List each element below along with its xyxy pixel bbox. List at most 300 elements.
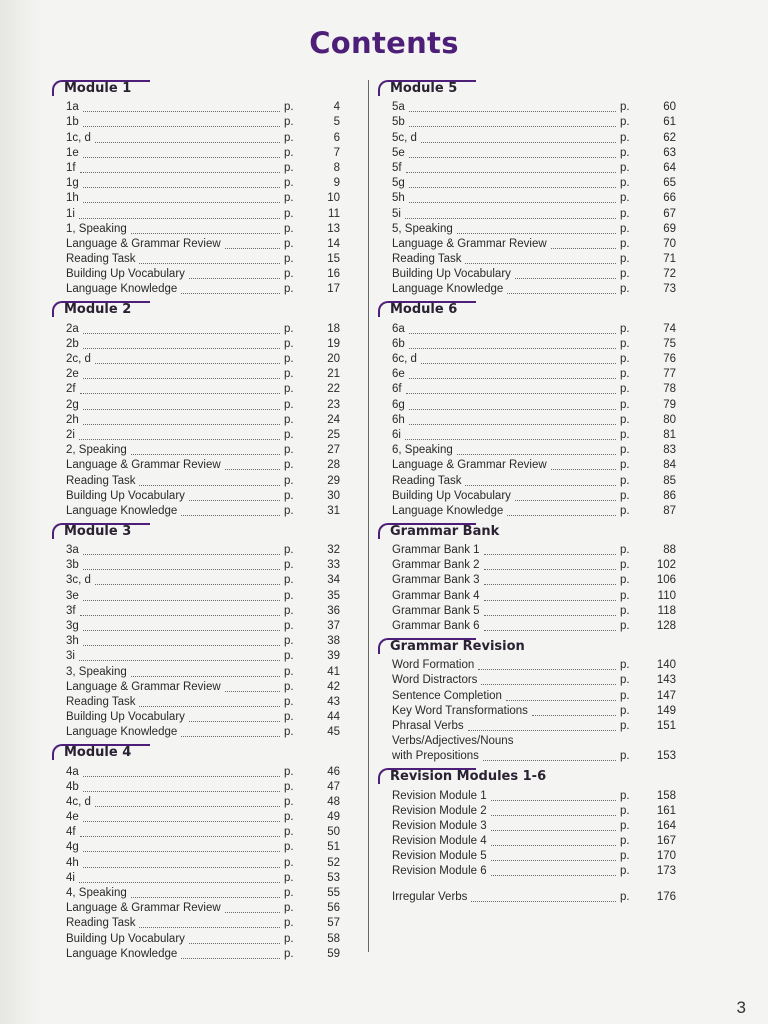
entry-page-number: 22 bbox=[327, 383, 340, 396]
toc-entry[interactable] bbox=[376, 337, 676, 352]
toc-entry[interactable] bbox=[50, 489, 340, 504]
toc-entry[interactable] bbox=[376, 504, 676, 519]
entry-label: Language & Grammar Review bbox=[66, 237, 221, 250]
dot-leader bbox=[83, 553, 280, 555]
section-title: Module 1 bbox=[64, 81, 132, 96]
toc-entry[interactable] bbox=[376, 130, 676, 145]
page-prefix: p. bbox=[620, 890, 630, 903]
entry-page-number: 63 bbox=[663, 146, 676, 159]
page-prefix: p. bbox=[620, 689, 630, 702]
page-prefix: p. bbox=[620, 704, 630, 717]
entry-label: Word Formation bbox=[392, 659, 475, 672]
toc-entry[interactable] bbox=[376, 804, 676, 819]
page-prefix: p. bbox=[284, 680, 294, 693]
toc-entry[interactable] bbox=[376, 267, 676, 282]
toc-entry[interactable] bbox=[50, 367, 340, 382]
entry-page-number: 47 bbox=[327, 780, 340, 793]
toc-section bbox=[376, 521, 676, 634]
toc-entry[interactable] bbox=[50, 115, 340, 130]
dot-leader bbox=[181, 292, 280, 294]
toc-entry[interactable] bbox=[376, 206, 676, 221]
entry-label: Reading Task bbox=[392, 253, 462, 266]
page-prefix: p. bbox=[284, 795, 294, 808]
page-prefix: p. bbox=[284, 780, 294, 793]
entry-label: Grammar Bank 3 bbox=[392, 574, 480, 587]
page-prefix: p. bbox=[620, 559, 630, 572]
entry-page-number: 56 bbox=[327, 902, 340, 915]
toc-entry[interactable] bbox=[50, 634, 340, 649]
toc-entry[interactable] bbox=[50, 161, 340, 176]
toc-entry[interactable] bbox=[376, 237, 676, 252]
dot-leader bbox=[80, 614, 280, 616]
toc-entry[interactable] bbox=[50, 680, 340, 695]
toc-entry[interactable] bbox=[376, 252, 676, 267]
entry-label: 2h bbox=[66, 413, 79, 426]
entry-label: Word Distractors bbox=[392, 674, 478, 687]
dot-leader bbox=[551, 247, 616, 249]
entry-page-number: 153 bbox=[656, 750, 676, 763]
entry-label: 1h bbox=[66, 192, 79, 205]
entry-label: 3g bbox=[66, 620, 79, 632]
toc-entry[interactable] bbox=[50, 321, 340, 336]
page-prefix: p. bbox=[620, 850, 630, 863]
dot-leader bbox=[515, 277, 616, 279]
entry-page-number: 87 bbox=[663, 504, 676, 517]
entry-page-number: 20 bbox=[327, 353, 340, 365]
page-prefix: p. bbox=[620, 177, 630, 190]
section-title: Grammar Revision bbox=[390, 639, 525, 654]
toc-entry[interactable] bbox=[376, 849, 676, 864]
toc-entry[interactable] bbox=[50, 382, 340, 397]
page-prefix: p. bbox=[284, 283, 294, 296]
entry-label: Verbs/Adjectives/Nouns bbox=[392, 735, 514, 748]
page-prefix: p. bbox=[620, 574, 630, 587]
dot-leader bbox=[483, 759, 616, 761]
page-prefix: p. bbox=[620, 789, 630, 802]
entry-label: 1c, d bbox=[66, 131, 91, 144]
entry-page-number: 149 bbox=[656, 704, 676, 717]
toc-entry[interactable] bbox=[50, 855, 340, 870]
section-title: Module 4 bbox=[64, 745, 132, 761]
entry-page-number: 65 bbox=[663, 177, 676, 190]
dot-leader bbox=[409, 125, 616, 127]
page-prefix: p. bbox=[284, 353, 294, 365]
entry-page-number: 37 bbox=[327, 620, 340, 632]
page-prefix: p. bbox=[284, 504, 294, 517]
section-heading bbox=[50, 78, 340, 100]
dot-leader bbox=[139, 484, 280, 486]
toc-entry[interactable] bbox=[50, 443, 340, 458]
toc-entry[interactable] bbox=[50, 413, 340, 428]
toc-entry[interactable] bbox=[50, 947, 340, 962]
section-title: Module 6 bbox=[390, 302, 458, 318]
entry-page-number: 39 bbox=[327, 650, 340, 663]
entry-label: 3b bbox=[66, 559, 79, 572]
dot-leader bbox=[83, 599, 280, 601]
dot-leader bbox=[471, 900, 616, 902]
entry-page-number: 62 bbox=[663, 131, 676, 144]
page-prefix: p. bbox=[284, 695, 294, 708]
entry-label: 1e bbox=[66, 146, 79, 159]
toc-entry[interactable] bbox=[50, 428, 340, 443]
toc-entry[interactable] bbox=[50, 100, 340, 115]
toc-entry[interactable] bbox=[376, 688, 676, 703]
toc-entry[interactable] bbox=[376, 413, 676, 428]
entry-label: Revision Module 2 bbox=[392, 804, 487, 817]
toc-entry[interactable] bbox=[376, 704, 676, 719]
section-heading bbox=[376, 766, 676, 788]
entry-page-number: 110 bbox=[657, 589, 676, 602]
toc-entry[interactable] bbox=[376, 191, 676, 206]
entry-page-number: 46 bbox=[327, 765, 340, 778]
entry-page-number: 49 bbox=[327, 811, 340, 824]
toc-entry[interactable] bbox=[376, 458, 676, 473]
entry-label: Building Up Vocabulary bbox=[66, 932, 185, 945]
page-prefix: p. bbox=[284, 841, 294, 854]
toc-entry[interactable] bbox=[376, 864, 676, 879]
dot-leader bbox=[491, 844, 616, 846]
page-prefix: p. bbox=[284, 116, 294, 129]
dot-leader bbox=[409, 347, 616, 349]
entry-page-number: 19 bbox=[327, 337, 340, 350]
entry-label: 5g bbox=[392, 177, 405, 190]
entry-page-number: 84 bbox=[663, 459, 676, 472]
toc-entry[interactable] bbox=[50, 780, 340, 795]
page-prefix: p. bbox=[284, 222, 294, 235]
entry-label: 6a bbox=[392, 322, 405, 335]
page-prefix: p. bbox=[620, 222, 630, 235]
toc-entry[interactable] bbox=[50, 458, 340, 473]
dot-leader bbox=[139, 705, 280, 707]
toc-entry[interactable] bbox=[50, 588, 340, 603]
toc-entry[interactable] bbox=[376, 367, 676, 382]
entry-page-number: 23 bbox=[327, 398, 340, 411]
page-prefix: p. bbox=[284, 444, 294, 457]
entry-page-number: 24 bbox=[327, 413, 340, 426]
page-prefix: p. bbox=[284, 413, 294, 426]
section-heading bbox=[376, 78, 676, 100]
entry-label: Language & Grammar Review bbox=[392, 237, 547, 250]
dot-leader bbox=[484, 599, 616, 601]
entry-label: 5c, d bbox=[392, 131, 417, 144]
entry-page-number: 151 bbox=[656, 719, 676, 732]
toc-entry[interactable] bbox=[50, 282, 340, 297]
page-prefix: p. bbox=[284, 101, 294, 114]
toc-entry[interactable] bbox=[376, 604, 676, 619]
dot-leader bbox=[79, 217, 280, 219]
dot-leader bbox=[83, 125, 280, 127]
page-prefix: p. bbox=[284, 589, 294, 602]
entry-label: Grammar Bank 4 bbox=[392, 589, 480, 602]
toc-entry[interactable] bbox=[376, 161, 676, 176]
entry-page-number: 7 bbox=[333, 146, 340, 159]
toc-entry[interactable] bbox=[376, 100, 676, 115]
page-prefix: p. bbox=[284, 459, 294, 472]
page-prefix: p. bbox=[620, 719, 630, 732]
page-prefix: p. bbox=[284, 428, 294, 441]
entry-page-number: 176 bbox=[656, 890, 676, 903]
page-prefix: p. bbox=[284, 947, 294, 960]
page-prefix: p. bbox=[620, 804, 630, 817]
toc-entry[interactable] bbox=[50, 695, 340, 710]
entry-label: 5a bbox=[392, 101, 405, 114]
page-prefix: p. bbox=[620, 589, 630, 602]
toc-entry[interactable] bbox=[376, 428, 676, 443]
dot-leader bbox=[465, 262, 616, 264]
page-prefix: p. bbox=[620, 398, 630, 411]
entry-page-number: 53 bbox=[327, 871, 340, 884]
dot-leader bbox=[409, 110, 616, 112]
toc-entry[interactable] bbox=[376, 352, 676, 367]
page-prefix: p. bbox=[284, 650, 294, 663]
dot-leader bbox=[409, 186, 616, 188]
section-heading bbox=[50, 521, 340, 543]
toc-entry[interactable] bbox=[50, 871, 340, 886]
toc-entry[interactable] bbox=[376, 719, 676, 734]
entry-label: Language & Grammar Review bbox=[66, 459, 221, 472]
toc-entry[interactable] bbox=[376, 588, 676, 603]
dot-leader bbox=[421, 362, 616, 364]
entry-page-number: 170 bbox=[656, 850, 676, 863]
entry-page-number: 158 bbox=[656, 789, 676, 802]
toc-entry[interactable] bbox=[376, 819, 676, 834]
entry-label: Key Word Transformations bbox=[392, 704, 528, 717]
section-heading bbox=[50, 742, 340, 764]
toc-entry[interactable] bbox=[50, 543, 340, 558]
toc-entry[interactable] bbox=[50, 191, 340, 206]
toc-entry[interactable] bbox=[50, 176, 340, 191]
entry-page-number: 86 bbox=[663, 489, 676, 502]
page-prefix: p. bbox=[620, 474, 630, 487]
toc-entry[interactable] bbox=[50, 146, 340, 161]
entry-label: Language & Grammar Review bbox=[66, 902, 221, 915]
toc-entry[interactable] bbox=[376, 443, 676, 458]
toc-entry[interactable] bbox=[50, 267, 340, 282]
toc-entry[interactable] bbox=[376, 834, 676, 849]
page-prefix: p. bbox=[284, 146, 294, 159]
page-prefix: p. bbox=[284, 383, 294, 396]
dot-leader bbox=[189, 942, 280, 944]
entry-label: 3, Speaking bbox=[66, 665, 127, 678]
toc-entry[interactable] bbox=[50, 810, 340, 825]
entry-page-number: 11 bbox=[328, 207, 340, 220]
toc-entry[interactable] bbox=[50, 931, 340, 946]
toc-entry[interactable] bbox=[376, 146, 676, 161]
toc-entry[interactable] bbox=[50, 840, 340, 855]
toc-entry[interactable] bbox=[376, 658, 676, 673]
toc-entry[interactable] bbox=[50, 352, 340, 367]
toc-entry[interactable] bbox=[376, 282, 676, 297]
entry-page-number: 73 bbox=[663, 283, 676, 296]
entry-label: Language Knowledge bbox=[66, 504, 178, 517]
dot-leader bbox=[131, 896, 280, 898]
entry-page-number: 69 bbox=[663, 222, 676, 235]
toc-entry[interactable] bbox=[50, 573, 340, 588]
dot-leader bbox=[83, 377, 280, 379]
dot-leader bbox=[189, 277, 280, 279]
dot-leader bbox=[83, 644, 280, 646]
entry-label: Revision Module 3 bbox=[392, 819, 487, 832]
page-prefix: p. bbox=[620, 750, 630, 763]
page-prefix: p. bbox=[284, 887, 294, 899]
entry-page-number: 44 bbox=[327, 711, 340, 724]
toc-entry[interactable] bbox=[50, 237, 340, 252]
entry-page-number: 38 bbox=[327, 635, 340, 648]
entry-page-number: 41 bbox=[327, 665, 340, 678]
entry-label: Grammar Bank 6 bbox=[392, 620, 480, 632]
entry-page-number: 66 bbox=[663, 192, 676, 205]
toc-entry[interactable] bbox=[50, 664, 340, 679]
entry-label: Building Up Vocabulary bbox=[392, 268, 511, 281]
entry-label: Building Up Vocabulary bbox=[66, 268, 185, 281]
entry-label: 4a bbox=[66, 765, 79, 778]
dot-leader bbox=[225, 247, 280, 249]
page-prefix: p. bbox=[620, 253, 630, 266]
entry-label: 4, Speaking bbox=[66, 887, 127, 899]
entry-page-number: 13 bbox=[327, 222, 340, 235]
section-heading bbox=[376, 299, 676, 321]
dot-leader bbox=[79, 881, 280, 883]
toc-entry[interactable] bbox=[50, 649, 340, 664]
page-prefix: p. bbox=[620, 819, 630, 832]
dot-leader bbox=[457, 453, 616, 455]
page-prefix: p. bbox=[620, 146, 630, 159]
dot-leader bbox=[139, 926, 280, 928]
entry-page-number: 42 bbox=[327, 680, 340, 693]
toc-section bbox=[376, 299, 676, 518]
entry-label: Language Knowledge bbox=[66, 726, 178, 739]
spacer bbox=[376, 881, 676, 889]
entry-page-number: 34 bbox=[327, 574, 340, 587]
dot-leader bbox=[83, 347, 280, 349]
dot-leader bbox=[225, 690, 280, 692]
toc-entry[interactable] bbox=[50, 397, 340, 412]
toc-entry[interactable] bbox=[376, 115, 676, 130]
toc-entry[interactable] bbox=[376, 489, 676, 504]
toc-entry[interactable] bbox=[376, 176, 676, 191]
toc-entry[interactable] bbox=[376, 788, 676, 803]
toc-entry[interactable] bbox=[50, 764, 340, 779]
dot-leader bbox=[478, 668, 616, 670]
entry-label: Reading Task bbox=[392, 474, 462, 487]
page-prefix: p. bbox=[620, 674, 630, 687]
entry-page-number: 55 bbox=[327, 887, 340, 899]
dot-leader bbox=[139, 262, 280, 264]
toc-entry-irregular-verbs[interactable] bbox=[376, 889, 676, 904]
entry-label: 2b bbox=[66, 337, 79, 350]
entry-page-number: 25 bbox=[327, 428, 340, 441]
toc-entry[interactable] bbox=[50, 337, 340, 352]
page-prefix: p. bbox=[620, 192, 630, 205]
page-prefix: p. bbox=[620, 604, 630, 617]
toc-entry[interactable] bbox=[376, 382, 676, 397]
dot-leader bbox=[95, 362, 280, 364]
dot-leader bbox=[131, 675, 280, 677]
toc-entry[interactable] bbox=[376, 397, 676, 412]
dot-leader bbox=[225, 911, 280, 913]
entry-page-number: 4 bbox=[333, 101, 340, 114]
page-prefix: p. bbox=[620, 237, 630, 250]
page-prefix: p. bbox=[620, 368, 630, 381]
section-title: Module 5 bbox=[390, 81, 458, 96]
page-prefix: p. bbox=[284, 161, 294, 174]
toc-section bbox=[376, 636, 676, 764]
toc-entry[interactable] bbox=[376, 573, 676, 588]
toc-section bbox=[50, 742, 340, 961]
entry-page-number: 61 bbox=[663, 116, 676, 129]
toc-entry[interactable] bbox=[50, 710, 340, 725]
toc-entry[interactable] bbox=[50, 252, 340, 267]
toc-entry[interactable] bbox=[376, 749, 676, 764]
dot-leader bbox=[517, 745, 616, 746]
section-heading bbox=[376, 521, 676, 543]
toc-entry[interactable] bbox=[50, 558, 340, 573]
entry-label: Language & Grammar Review bbox=[66, 680, 221, 693]
page-prefix: p. bbox=[284, 635, 294, 648]
toc-entry[interactable] bbox=[50, 901, 340, 916]
dot-leader bbox=[225, 468, 280, 470]
dot-leader bbox=[95, 805, 280, 807]
dot-leader bbox=[484, 568, 616, 570]
toc-entry[interactable] bbox=[50, 825, 340, 840]
toc-entry[interactable] bbox=[50, 916, 340, 931]
toc-entry[interactable] bbox=[50, 130, 340, 145]
entry-label: Language Knowledge bbox=[66, 947, 178, 960]
toc-entry[interactable] bbox=[376, 473, 676, 488]
toc-entry[interactable] bbox=[376, 619, 676, 634]
toc-entry[interactable] bbox=[50, 725, 340, 740]
entry-label: Reading Task bbox=[66, 474, 136, 487]
dot-leader bbox=[83, 790, 280, 792]
dot-leader bbox=[83, 110, 280, 112]
toc-entry[interactable] bbox=[376, 558, 676, 573]
entry-page-number: 72 bbox=[663, 268, 676, 281]
toc-entry[interactable] bbox=[376, 543, 676, 558]
entry-page-number: 45 bbox=[327, 726, 340, 739]
entry-label: 3c, d bbox=[66, 574, 91, 587]
toc-entry[interactable] bbox=[50, 222, 340, 237]
toc-entry[interactable] bbox=[50, 619, 340, 634]
entry-page-number: 51 bbox=[327, 841, 340, 854]
toc-entry[interactable] bbox=[376, 321, 676, 336]
toc-entry[interactable] bbox=[376, 673, 676, 688]
section-title: Module 3 bbox=[64, 523, 132, 539]
page-prefix: p. bbox=[284, 856, 294, 869]
entry-page-number: 81 bbox=[663, 428, 676, 441]
toc-entry[interactable] bbox=[50, 795, 340, 810]
entry-page-number: 58 bbox=[327, 932, 340, 945]
toc-entry[interactable] bbox=[376, 734, 676, 749]
entry-label: Building Up Vocabulary bbox=[66, 711, 185, 724]
dot-leader bbox=[491, 814, 616, 816]
entry-label: 5e bbox=[392, 146, 405, 159]
dot-leader bbox=[409, 408, 616, 410]
entry-page-number: 18 bbox=[327, 322, 340, 335]
toc-entry[interactable] bbox=[50, 473, 340, 488]
toc-entry[interactable] bbox=[50, 886, 340, 901]
toc-section bbox=[50, 299, 340, 518]
entry-label: Language & Grammar Review bbox=[392, 459, 547, 472]
section-heading bbox=[376, 636, 676, 658]
toc-entry[interactable] bbox=[50, 604, 340, 619]
entry-page-number: 77 bbox=[663, 368, 676, 381]
toc-entry[interactable] bbox=[376, 222, 676, 237]
entry-label: Revision Module 6 bbox=[392, 865, 487, 878]
toc-entry[interactable] bbox=[50, 504, 340, 519]
page-prefix: p. bbox=[620, 444, 630, 457]
entry-page-number: 167 bbox=[656, 835, 676, 848]
toc-entry[interactable] bbox=[50, 206, 340, 221]
